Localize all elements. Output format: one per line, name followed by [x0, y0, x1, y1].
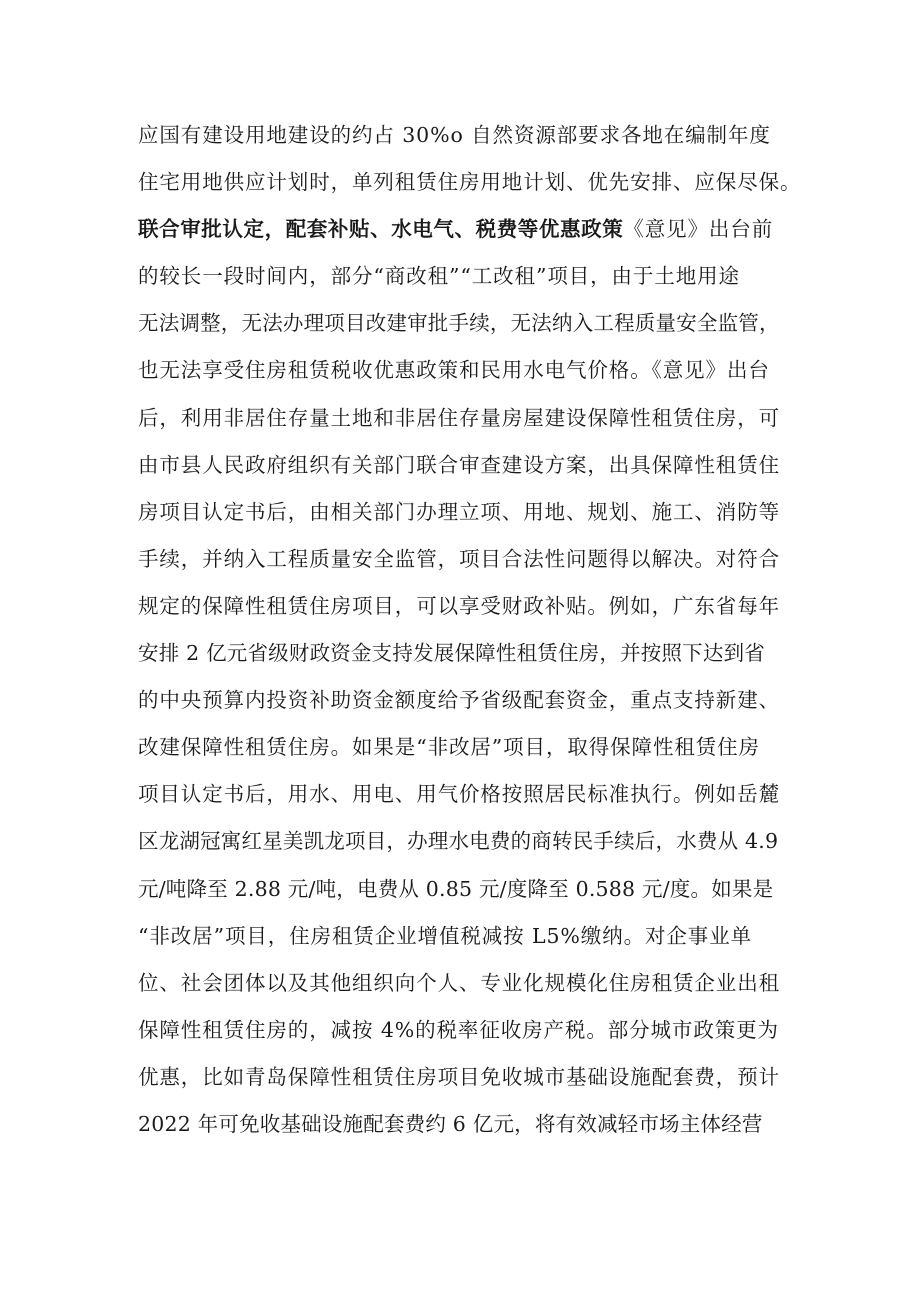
text-line-19: 位、社会团体以及其他组织向个人、专业化规模化住房租赁企业出租	[138, 970, 780, 995]
body-text	[138, 112, 838, 1148]
text-line-1: 应国有建设用地建设的约占 30%o 自然资源部要求各地在编制年度	[138, 123, 771, 147]
text-line-13: 的中央预算内投资补助资金额度给予省级配套资金，重点支持新建、	[138, 688, 780, 713]
text-line-6: 也无法享受住房租赁税收优惠政策和民用水电气价格。《意见》出台	[138, 358, 770, 383]
text-line-21: 优惠，比如青岛保障性租赁住房项目免收城市基础设施配套费，预计	[138, 1064, 780, 1089]
text-line-4: 的较长一段时间内，部分“商改租”“工改租”项目，由于土地用途	[138, 264, 740, 289]
text-line-7: 后，利用非居住存量土地和非居住存量房屋建设保障性租赁住房，可	[138, 405, 780, 430]
text-line-12: 安排 2 亿元省级财政资金支持发展保障性租赁住房，并按照下达到省	[138, 641, 765, 666]
text-line-3	[138, 206, 838, 253]
section-heading: 联合审批认定，配套补贴、水电气、税费等优惠政策	[138, 217, 624, 242]
text-line-20: 保障性租赁住房的，减按 4%的税率征收房产税。部分城市政策更为	[138, 1017, 779, 1042]
text-line-17: 元/吨降至 2.88 元/吨，电费从 0.85 元/度降至 0.588 元/度。如果是	[138, 876, 774, 901]
text-line-2: 住宅用地供应计划时，单列租赁住房用地计划、优先安排、应保尽保。	[138, 170, 802, 195]
text-line-22: 2022 年可免收基础设施配套费约 6 亿元，将有效减轻市场主体经营	[138, 1111, 763, 1136]
text-line-18: “非改居”项目，住房租赁企业增值税减按 L5%缴纳。对企事业单	[138, 923, 753, 948]
text-line-5: 无法调整，无法办理项目改建审批手续，无法纳入工程质量安全监管，	[138, 311, 780, 336]
text-line-10: 手续，并纳入工程质量安全监管，项目合法性问题得以解决。对符合	[138, 546, 780, 571]
text-line-11: 规定的保障性租赁住房项目，可以享受财政补贴。例如，广东省每年	[138, 593, 780, 618]
text-line-9: 房项目认定书后，由相关部门办理立项、用地、规划、施工、消防等	[138, 499, 780, 524]
text-line-8: 由市县人民政府组织有关部门联合审查建设方案，出具保障性租赁住	[138, 452, 780, 477]
text-line-14: 改建保障性租赁住房。如果是“非改居”项目，取得保障性租赁住房	[138, 735, 760, 760]
text-line-15: 项目认定书后，用水、用电、用气价格按照居民标准执行。例如岳麓	[138, 782, 780, 807]
text-line-3-rest: 《意见》出台前	[623, 217, 774, 242]
text-line-16: 区龙湖冠寓红星美凯龙项目，办理水电费的商转民手续后，水费从 4.9	[138, 829, 779, 854]
